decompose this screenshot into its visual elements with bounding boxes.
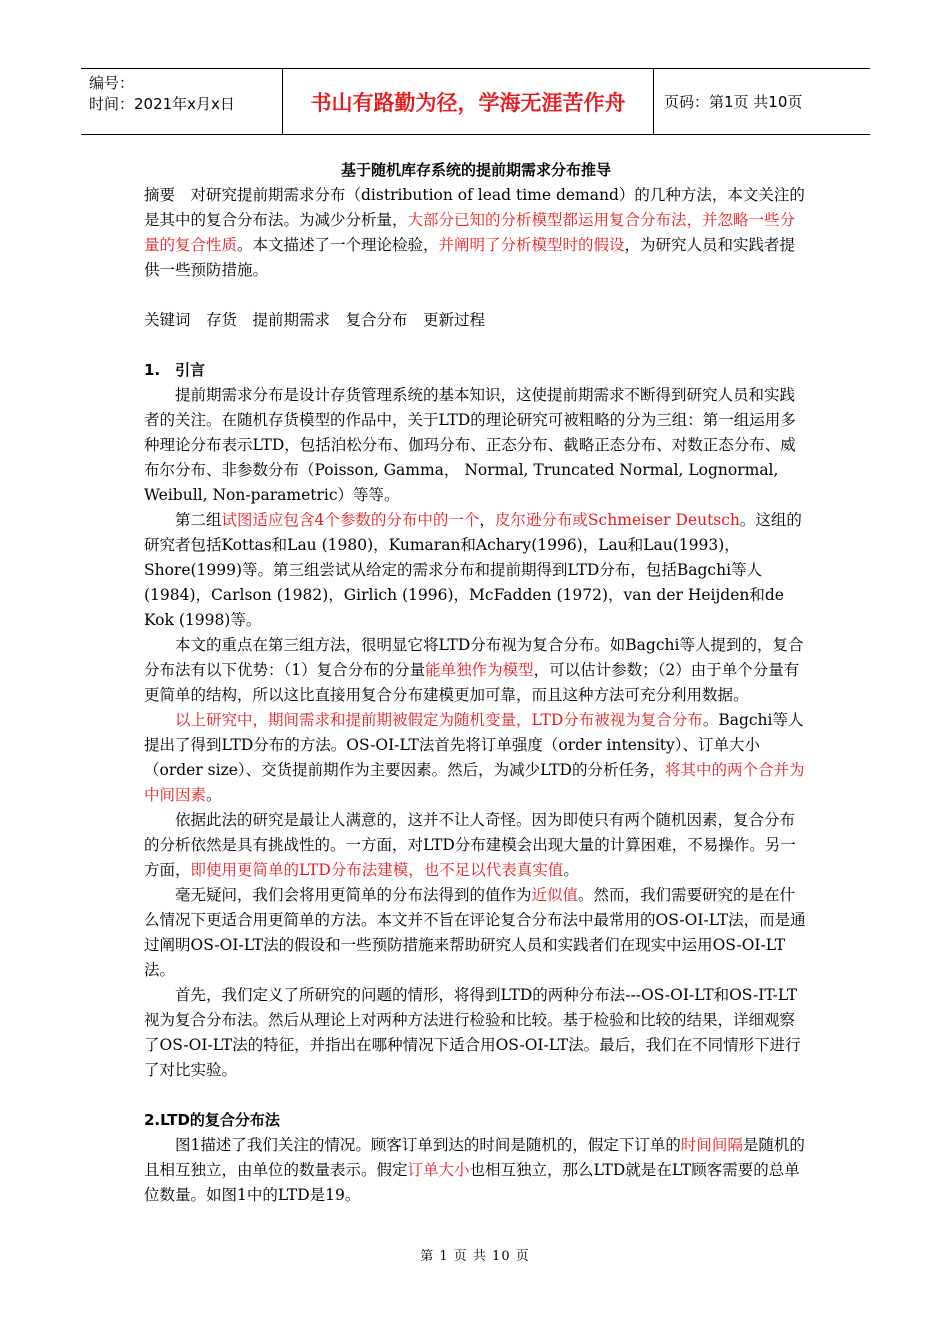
p2-highlight-1: 试图适应包含4个参数的分布中的一个 (221, 511, 480, 529)
p8-highlight-2: 订单大小 (407, 1161, 470, 1179)
p2-text-1: 第二组 (175, 511, 222, 529)
p3-text-2: ，可以估计参数；（2）由于单个分量有更简单的结构，所以这比直接用复合分布建模更加可靠，而且这种方法可充分利用数据。 (144, 661, 800, 704)
p4-text-1: 。Bagchi等人提出了得到LTD分布的方法。OS-OI-LT法首先将订单强度（order intensity）、订单大小（order size）、交货提前期作为主要因素。然后，为减少LTD的分析任务， (144, 711, 804, 779)
abstract-paragraph (144, 183, 808, 283)
abstract-text-1: 摘要 对研究提前期需求分布（distribution of lead time demand）的几种方法，本文关注的是其中的复合分布法。为减少分析量， (144, 186, 805, 229)
paragraph-4 (144, 708, 808, 808)
abstract-text-2: 。本文描述了一个理论检验， (237, 236, 439, 254)
p2-highlight-2: 皮尔逊分布或Schmeiser Deutsch (494, 511, 740, 529)
p5-text-2: 。 (563, 861, 579, 879)
p2-text-3: 。这组的研究者包括Kottas和Lau (1980)，Kumaran和Achary(1996)，Lau和Lau(1993)，Shore(1999)等。第三组尝试从给定的需求分布和提前期得到LTD分布，包括Bagchi等人(1984)，Carlson (1982)，Girlich (1996)，McFadden (1972)，van der Heijden和de Kok (1998)等。 (144, 511, 802, 629)
p3-highlight-1: 能单独作为模型 (425, 661, 534, 679)
paragraph-5 (144, 808, 808, 883)
p8-text-3: 也相互独立，那么LTD就是在LT顾客需要的总单位数量。如图1中的LTD是19。 (144, 1161, 800, 1204)
p6-text-2: 。然而，我们需要研究的是在什么情况下更适合用更简单的方法。本文并不旨在评论复合分布法中最常用的OS-OI-LT法，而是通过阐明OS-OI-LT法的假设和一些预防措施来帮助研究人员和实践者们在现实中运用OS-OI-LT法。 (144, 886, 806, 979)
p6-text-1: 毫无疑问，我们会将用更简单的分布法得到的值作为 (175, 886, 532, 904)
p8-text-2: 是随机的且相互独立，由单位的数量表示。假定 (144, 1136, 805, 1179)
header-meta (81, 69, 282, 134)
p5-highlight-1: 即使用更简单的LTD分布法建模，也不足以代表真实值 (190, 861, 564, 879)
p4-highlight-1: 以上研究中，期间需求和提前期被假定为随机变量，LTD分布被视为复合分布 (175, 711, 703, 729)
p4-text-2: 。 (206, 786, 222, 804)
section-heading-ltd: 2.LTD的复合分布法 (144, 1111, 280, 1129)
document-title: 基于随机库存系统的提前期需求分布推导 (340, 161, 611, 179)
section-heading-intro: 1. 引言 (144, 361, 206, 379)
p8-highlight-1: 时间间隔 (680, 1136, 743, 1154)
paragraph-2 (144, 508, 808, 633)
page-footer: 第 1 页 共 10 页 (420, 1249, 530, 1264)
paragraph-7: 首先，我们定义了所研究的问题的情形，将得到LTD的两种分布法---OS-OI-LT和OS-IT-LT视为复合分布法。然后从理论上对两种方法进行检验和比较。基于检验和比较的结果，详细观察了OS-OI-LT法的特征，并指出在哪种情况下适合用OS-OI-LT法。最后，我们在不同情形下进行了对比实验。 (144, 986, 801, 1079)
p8-text-1: 图1描述了我们关注的情况。顾客订单到达的时间是随机的，假定下订单的 (175, 1136, 681, 1154)
abstract-highlight-2: 并阐明了分析模型时的假设 (438, 236, 625, 254)
paragraph-8 (144, 1133, 808, 1208)
p6-highlight-1: 近似值 (531, 886, 579, 904)
number-label: 编号： (89, 74, 135, 92)
paragraph-6 (144, 883, 808, 983)
keywords: 关键词 存货 提前期需求 复合分布 更新过程 (144, 311, 486, 329)
paragraph-3 (144, 633, 808, 708)
abstract-highlight-1: 大部分已知的分析模型都运用复合分布法，并忽略一些分量的复合性质 (144, 211, 796, 254)
document-header (81, 68, 870, 135)
p2-text-2: ， (479, 511, 495, 529)
abstract-text-3: ，为研究人员和实践者提供一些预防措施。 (144, 236, 796, 279)
header-motto: 书山有路勤为径，学海无涯苦作舟 (282, 69, 654, 134)
p4-highlight-2: 将其中的两个合并为中间因素 (144, 761, 805, 804)
p5-text-1: 依据此法的研究是最让人满意的，这并不让人奇怪。因为即使只有两个随机因素，复合分布的分析依然是具有挑战性的。一方面，对LTD分布建模会出现大量的计算困难，不易操作。另一方面， (144, 811, 796, 879)
p3-text-1: 本文的重点在第三组方法，很明显它将LTD分布视为复合分布。如Bagchi等人提到的，复合分布法有以下优势：（1）复合分布的分量 (144, 636, 804, 679)
header-page-info: 页码：第1页 共10页 (664, 93, 803, 111)
date-label: 时间：2021年x月x日 (89, 95, 235, 113)
paragraph-1: 提前期需求分布是设计存货管理系统的基本知识，这使提前期需求不断得到研究人员和实践者的关注。在随机存货模型的作品中，关于LTD的理论研究可被粗略的分为三组：第一组运用多种理论分布表示LTD，包括泊松分布、伽玛分布、正态分布、截略正态分布、对数正态分布、威布尔分布、非参数分布（Poisson, Gamma， Normal, Truncated Normal, Lognormal, Weibull, Non-parametric）等等。 (144, 386, 796, 504)
document-body (144, 158, 808, 1208)
